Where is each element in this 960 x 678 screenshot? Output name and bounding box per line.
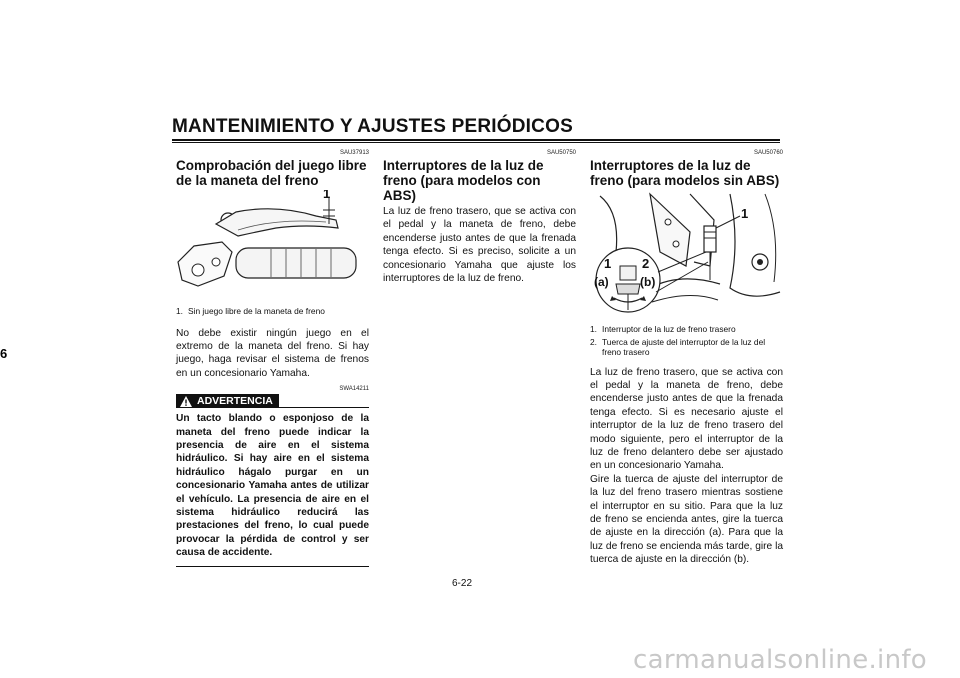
column-brake-lever [176,150,369,567]
caption-number: 1. [590,324,597,334]
brake-switch-figure [590,192,783,318]
warning-badge [176,394,279,408]
brake-lever-figure [176,190,369,296]
body-text-2: Gire la tuerca de ajuste del interruptor de la luz del freno trasero mientras sostiene el interruptor en su sitio. Para que la luz de freno se encienda antes, gire la tuerca de ajuste en la dirección (a). Para que la luz de freno se encienda más tarde, gire la tuerca de ajuste en la dirección (b). [590,473,783,566]
figure-caption [590,324,783,358]
inset-label-1: 1 [604,256,612,271]
page-number: 6-22 [452,578,473,589]
caption-item [590,324,783,335]
caption-text: Tuerca de ajuste del interruptor de la luz del freno trasero [602,336,766,357]
inset-label-2: 2 [642,256,650,271]
title-rule [172,139,780,141]
section-code: SAU37913 [339,150,369,156]
figure-caption [176,306,369,317]
warning-text: Un tacto blando o esponjoso de la maneta del freno puede indicar la presencia de aire en el sistema hidráulico. Si hay aire en el sistema hidráulico hágalo purgar en un concesionario Yamaha antes de utilizar el vehículo. La presencia de aire en el sistema hidráulico reducirá las prestaciones del freno, lo cual puede provocar la pérdida de control y ser causa de accidente. [176,413,369,559]
section-heading: Interruptores de la luz de freno (para modelos con ABS) [383,158,544,203]
warning-bottom-rule [176,566,369,567]
figure-label-main: 1 [741,206,749,221]
column-brake-switch-no-abs [590,150,783,567]
chapter-tab: 6 [0,346,8,361]
caption-item [176,306,369,317]
page-title: MANTENIMIENTO Y AJUSTES PERIÓDICOS [172,116,573,137]
inset-label-b: (b) [640,275,656,289]
warning-triangle-icon [180,396,192,407]
section-heading: Comprobación del juego libre de la maneta del freno [176,158,367,188]
section-code: SAU50750 [546,150,576,156]
figure-label-1: 1 [323,190,331,201]
watermark: carmanualsonline.info [633,645,928,675]
warning-code: SWA14211 [339,386,369,393]
body-text: La luz de freno trasero, que se activa con el pedal y la maneta de freno, debe encenderse justo antes de que la frenada tenga efecto. Si es preciso, solicite a un concesionario Yamaha que ajuste los interruptores de la luz de freno. [383,206,576,285]
column-brake-switch-abs [383,150,576,285]
title-rule-thin [172,142,780,143]
caption-text: Interruptor de la luz de freno trasero [602,324,736,334]
inset-label-a: (a) [594,275,609,289]
caption-item [590,337,783,358]
warning-label: ADVERTENCIA [197,395,273,408]
warning-rule [279,407,369,408]
body-text: No debe existir ningún juego en el extremo de la maneta del freno. Si hay juego, haga revisar el sistema de frenos en un concesionario Yamaha. [176,327,369,379]
caption-number: 1. [176,306,183,316]
caption-number: 2. [590,336,597,347]
section-code: SAU50760 [753,150,783,156]
warning-header [176,394,369,408]
caption-text: Sin juego libre de la maneta de freno [188,306,325,316]
section-heading: Interruptores de la luz de freno (para modelos sin ABS) [590,158,780,188]
body-text: La luz de freno trasero, que se activa con el pedal y la maneta de freno, debe encenderse justo antes de que la frenada tenga efecto. Si es necesario ajuste el interruptor de la luz de freno trasero del modo siguiente, pero el interruptor de la luz de freno delantero debe ser ajustado en un concesionario Yamaha. [590,366,783,472]
